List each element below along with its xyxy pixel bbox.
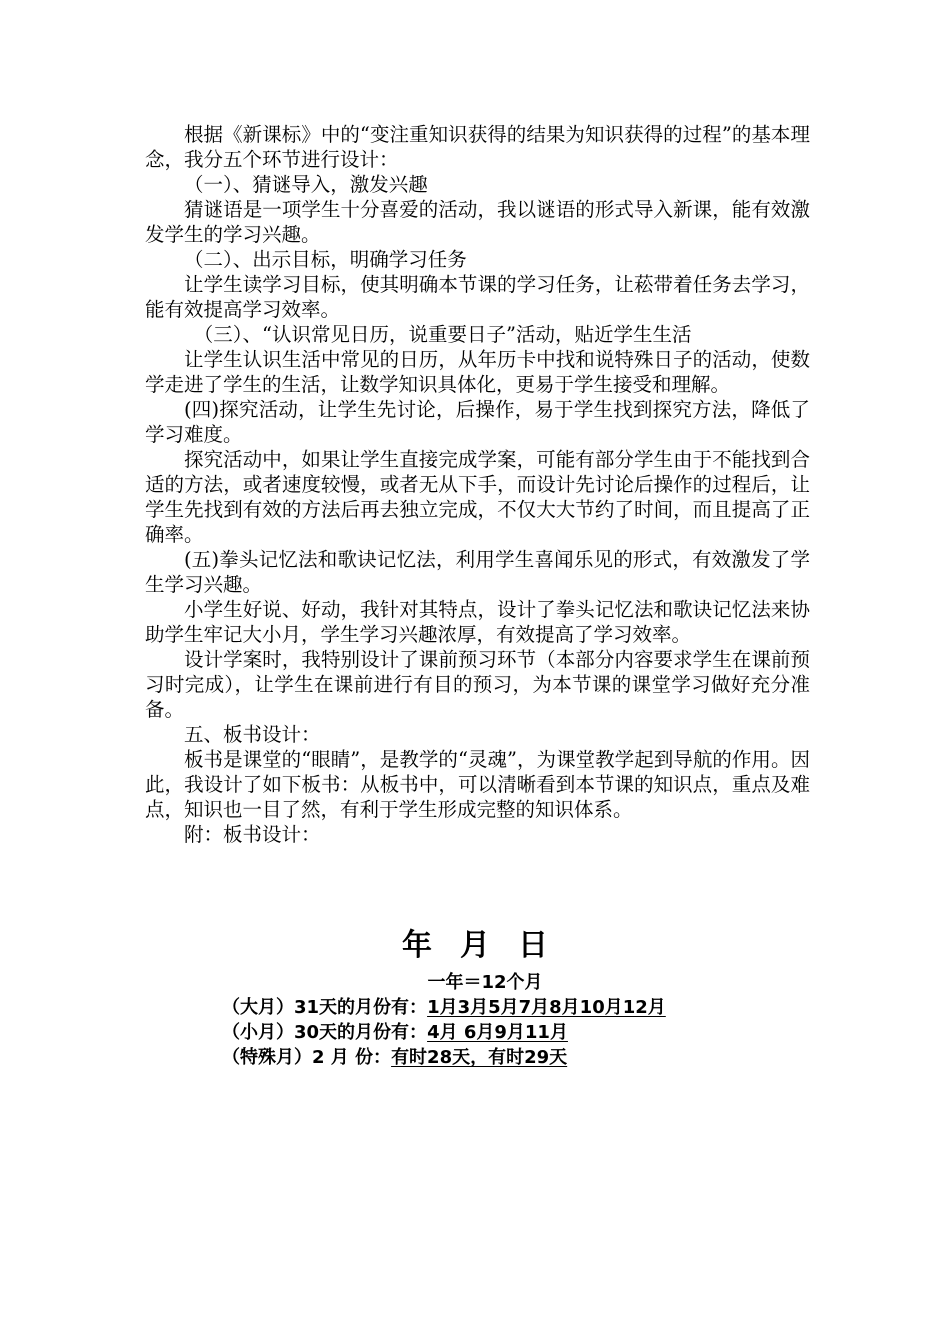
board-line-value: 有时28天，有时29天 — [391, 1047, 568, 1068]
board-line-special-month — [222, 1046, 567, 1070]
board-line-value: 1月3月5月7月8月10月12月 — [427, 997, 666, 1018]
board-line-label: （特殊月）2 月 份： — [222, 1047, 392, 1068]
document-body — [145, 122, 810, 847]
paragraph-preview: 设计学案时，我特别设计了课前预习环节（本部分内容要求学生在课前预习时完成），让学生在课前进行有目的预习，为本节课的课堂学习做好充分准备。 — [145, 648, 810, 721]
paragraph-intro: 根据《新课标》中的“变注重知识获得的结果为知识获得的过程”的基本理念，我分五个环节进行设计： — [145, 123, 810, 171]
blackboard-design — [0, 925, 950, 1068]
section-heading-3: （三）、“认识常见日历，说重要日子”活动，贴近学生生活 — [193, 323, 692, 346]
section-heading-4: (四)探究活动，让学生先讨论，后操作，易于学生找到探究方法，降低了学习难度。 — [145, 398, 810, 446]
board-line-label: （小月）30天的月份有： — [222, 1022, 428, 1043]
paragraph-appendix: 附：板书设计： — [184, 823, 321, 846]
board-line-big-month — [222, 996, 666, 1020]
board-line-label: （大月）31天的月份有： — [222, 997, 428, 1018]
board-line-value: 4月 6月9月11月 — [427, 1022, 568, 1043]
paragraph-calendar: 让学生认识生活中常见的日历，从年历卡中找和说特殊日子的活动，使数学走进了学生的生活，让数学知识具体化，更易于学生接受和理解。 — [145, 348, 810, 396]
section-heading-5: (五)拳头记忆法和歌诀记忆法，利用学生喜闻乐见的形式，有效激发了学生学习兴趣。 — [145, 548, 810, 596]
paragraph-goals: 让学生读学习目标，使其明确本节课的学习任务，让菘带着任务去学习，能有效提高学习效率。 — [145, 273, 810, 321]
section-heading-board: 五、板书设计： — [184, 723, 321, 746]
section-heading-1: （一）、猜谜导入，激发兴趣 — [184, 173, 428, 196]
paragraph-explore: 探究活动中，如果让学生直接完成学案，可能有部分学生由于不能找到合适的方法，或者速度较慢，或者无从下手，而设计先讨论后操作的过程后，让学生先找到有效的方法后再去独立完成，不仅大大节约了时间，而且提高了正确率。 — [145, 448, 810, 546]
paragraph-riddle: 猜谜语是一项学生十分喜爱的活动，我以谜语的形式导入新课，能有效激发学生的学习兴趣。 — [145, 198, 810, 246]
board-title: 年月日 — [402, 928, 576, 963]
section-heading-2: （二）、出示目标，明确学习任务 — [184, 248, 467, 271]
board-subtitle: 一年＝12个月 — [427, 972, 543, 993]
paragraph-memory: 小学生好说、好动，我针对其特点，设计了拳头记忆法和歌诀记忆法来协助学生牢记大小月，学生学习兴趣浓厚，有效提高了学习效率。 — [145, 598, 810, 646]
paragraph-board: 板书是课堂的“眼睛”，是教学的“灵魂”，为课堂教学起到导航的作用。因此，我设计了如下板书：从板书中，可以清晰看到本节课的知识点，重点及难点，知识也一目了然，有利于学生形成完整的知识体系。 — [145, 748, 810, 821]
board-line-small-month — [222, 1021, 568, 1045]
